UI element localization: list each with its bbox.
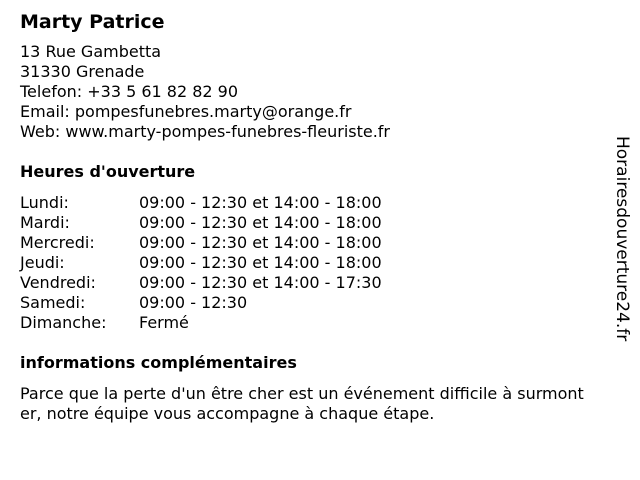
hours-row-monday bbox=[20, 193, 600, 213]
day-label: Lundi: bbox=[20, 193, 69, 212]
day-label: Samedi: bbox=[20, 293, 86, 312]
email-line: Email: pompesfunebres.marty@orange.fr bbox=[20, 102, 352, 121]
business-card bbox=[20, 10, 600, 424]
day-hours: 09:00 - 12:30 et 14:00 - 18:00 bbox=[139, 193, 382, 212]
hours-row-saturday bbox=[20, 293, 600, 313]
day-hours: 09:00 - 12:30 et 14:00 - 18:00 bbox=[139, 233, 382, 252]
day-hours: 09:00 - 12:30 et 14:00 - 17:30 bbox=[139, 273, 382, 292]
website-line: Web: www.marty-pompes-funebres-fleuriste.fr bbox=[20, 122, 391, 141]
day-label: Mardi: bbox=[20, 213, 70, 232]
additional-info-text: Parce que la perte d'un être cher est un événement difficile à surmonter, notre équipe vous accompagne à chaque étape. bbox=[20, 384, 584, 423]
day-hours: 09:00 - 12:30 et 14:00 - 18:00 bbox=[139, 213, 382, 232]
hours-row-friday bbox=[20, 273, 600, 293]
street-address: 13 Rue Gambetta bbox=[20, 42, 162, 61]
additional-info-heading: informations complémentaires bbox=[20, 353, 297, 372]
hours-row-sunday bbox=[20, 313, 600, 333]
day-label: Jeudi: bbox=[20, 253, 65, 272]
day-hours: 09:00 - 12:30 bbox=[139, 293, 248, 312]
opening-hours-table bbox=[20, 193, 600, 333]
hours-row-tuesday bbox=[20, 213, 600, 233]
phone-line: Telefon: +33 5 61 82 82 90 bbox=[20, 82, 239, 101]
hours-row-wednesday bbox=[20, 233, 600, 253]
city-line: 31330 Grenade bbox=[20, 62, 145, 81]
opening-hours-heading: Heures d'ouverture bbox=[20, 162, 196, 181]
business-name: Marty Patrice bbox=[20, 11, 165, 33]
site-watermark: Horairesdouverture24.fr bbox=[612, 136, 632, 342]
day-hours: Fermé bbox=[139, 313, 189, 332]
day-label: Dimanche: bbox=[20, 313, 107, 332]
day-hours: 09:00 - 12:30 et 14:00 - 18:00 bbox=[139, 253, 382, 272]
day-label: Vendredi: bbox=[20, 273, 96, 292]
day-label: Mercredi: bbox=[20, 233, 95, 252]
hours-row-thursday bbox=[20, 253, 600, 273]
contact-block bbox=[20, 42, 600, 142]
